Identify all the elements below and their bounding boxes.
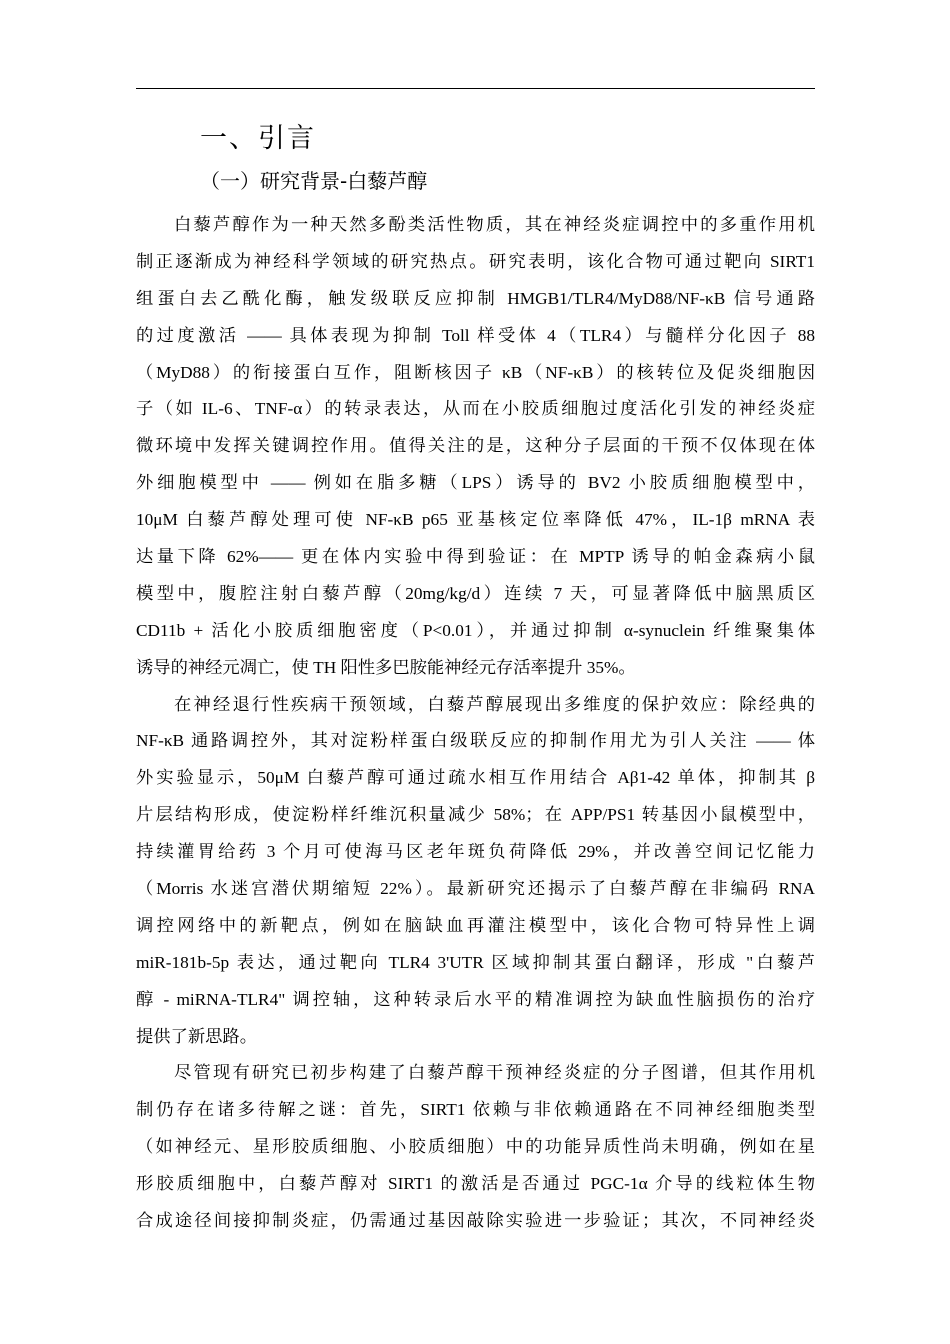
text-line: 模型中，腹腔注射白藜芦醇（20mg/kg/d）连续 7 天，可显著降低中脑黑质区 xyxy=(136,583,815,603)
text-line: 组蛋白去乙酰化酶，触发级联反应抑制 HMGB1/TLR4/MyD88/NF-κB 信号通路 xyxy=(136,288,815,308)
text-line: （MyD88）的衔接蛋白互作，阻断核因子 κB（NF-κB）的核转位及促炎细胞因 xyxy=(136,362,815,382)
text-line: 合成途径间接抑制炎症，仍需通过基因敲除实验进一步验证；其次，不同神经炎 xyxy=(136,1211,815,1231)
text-line: 制正逐渐成为神经科学领域的研究热点。研究表明，该化合物可通过靶向 SIRT1 xyxy=(136,251,815,271)
text-line: 制仍存在诸多待解之谜：首先，SIRT1 依赖与非依赖通路在不同神经细胞类型 xyxy=(136,1100,815,1120)
text-line: 调控网络中的新靶点，例如在脑缺血再灌注模型中，该化合物可特异性上调 xyxy=(136,915,815,935)
text-line: 片层结构形成，使淀粉样纤维沉积量减少 58%；在 APP/PS1 转基因小鼠模型中， xyxy=(136,805,815,825)
text-line: 白藜芦醇作为一种天然多酚类活性物质，其在神经炎症调控中的多重作用机 xyxy=(174,215,815,234)
text-line: miR-181b-5p 表达，通过靶向 TLR4 3'UTR 区域抑制其蛋白翻译，形成 "白藜芦 xyxy=(136,952,815,972)
text-line: 醇 - miRNA-TLR4" 调控轴，这种转录后水平的精准调控为缺血性脑损伤的治疗 xyxy=(136,989,815,1009)
text-line: NF-κB 通路调控外，其对淀粉样蛋白级联反应的抑制作用尤为引人关注 —— 体 xyxy=(136,731,815,751)
header-rule xyxy=(136,88,815,89)
text-line: 提供了新思路。 xyxy=(136,1026,257,1046)
text-line: 达量下降 62%—— 更在体内实验中得到验证：在 MPTP 诱导的帕金森病小鼠 xyxy=(136,547,815,567)
text-line: 外细胞模型中 —— 例如在脂多糖（LPS）诱导的 BV2 小胶质细胞模型中， xyxy=(136,473,815,493)
section-heading: 一、引言 xyxy=(200,123,316,154)
text-line: 尽管现有研究已初步构建了白藜芦醇干预神经炎症的分子图谱，但其作用机 xyxy=(174,1063,815,1083)
text-line: 10μM 白藜芦醇处理可使 NF-κB p65 亚基核定位率降低 47%，IL-1β mRNA 表 xyxy=(136,510,815,530)
text-line: 持续灌胃给药 3 个月可使海马区老年斑负荷降低 29%，并改善空间记忆能力 xyxy=(136,842,815,862)
text-line: 微环境中发挥关键调控作用。值得关注的是，这种分子层面的干预不仅体现在体 xyxy=(136,436,815,456)
text-line: （如神经元、星形胶质细胞、小胶质细胞）中的功能异质性尚未明确，例如在星 xyxy=(136,1137,815,1157)
body-text xyxy=(136,207,815,1240)
text-line: 子（如 IL-6、TNF-α）的转录表达，从而在小胶质细胞过度活化引发的神经炎症 xyxy=(136,399,815,419)
text-line: 诱导的神经元凋亡，使 TH 阳性多巴胺能神经元存活率提升 35%。 xyxy=(136,657,636,677)
text-line: 的过度激活 —— 具体表现为抑制 Toll 样受体 4（TLR4）与髓样分化因子 88 xyxy=(136,325,815,345)
text-line: 形胶质细胞中，白藜芦醇对 SIRT1 的激活是否通过 PGC-1α 介导的线粒体生物 xyxy=(136,1174,815,1194)
text-line: （Morris 水迷宫潜伏期缩短 22%）。最新研究还揭示了白藜芦醇在非编码 RNA xyxy=(136,879,815,899)
text-line: CD11b + 活化小胶质细胞密度（P<0.01），并通过抑制 α-synuclein 纤维聚集体 xyxy=(136,620,815,640)
text-line: 在神经退行性疾病干预领域，白藜芦醇展现出多维度的保护效应：除经典的 xyxy=(174,694,815,714)
subsection-heading: （一）研究背景-白藜芦醇 xyxy=(200,169,428,193)
text-line: 外实验显示，50μM 白藜芦醇可通过疏水相互作用结合 Aβ1-42 单体，抑制其 β xyxy=(136,768,815,788)
